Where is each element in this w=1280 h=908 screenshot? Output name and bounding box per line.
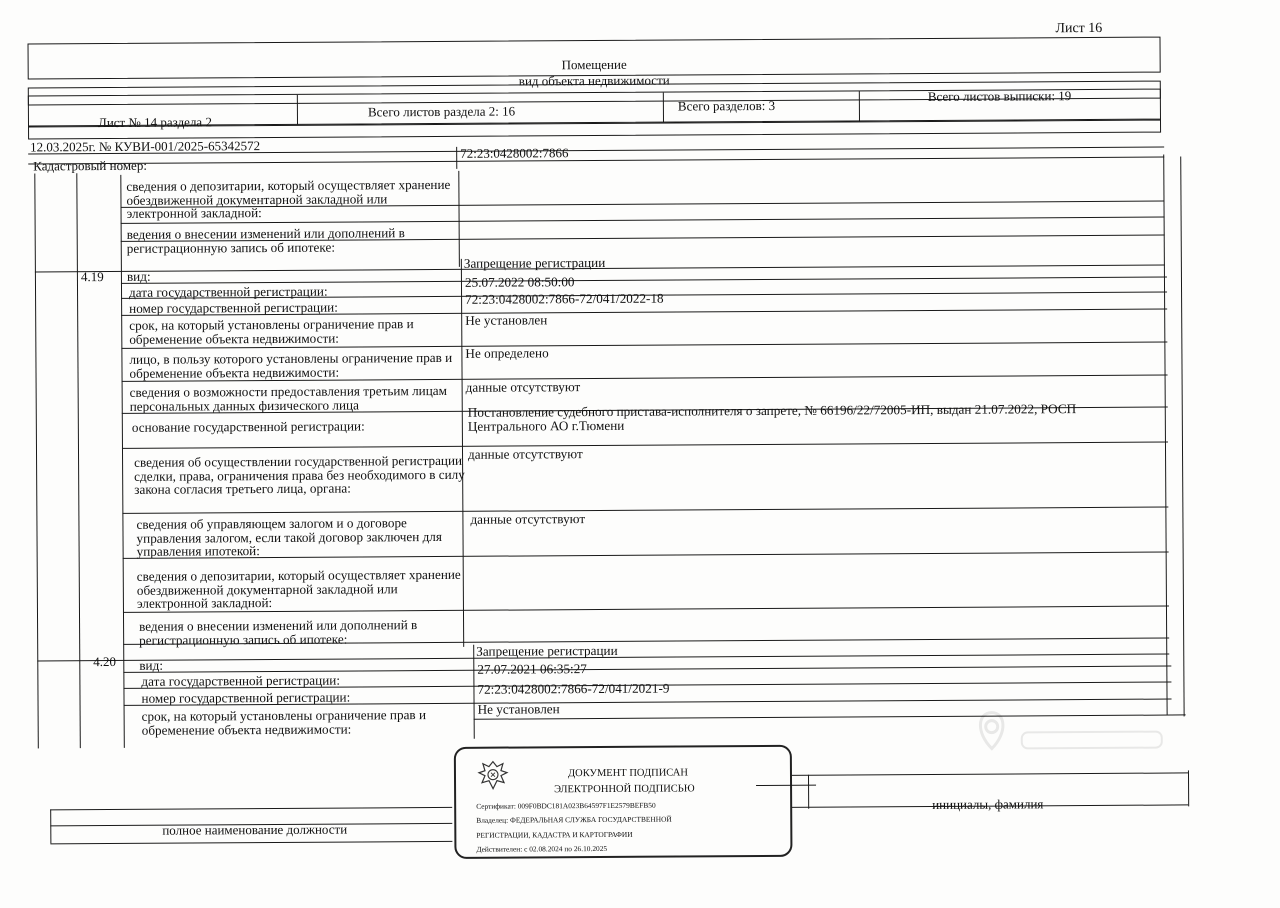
- total-sheets-extract: Всего листов выписки: 19: [927, 88, 1072, 104]
- row-value: 27.07.2021 06:35:27: [477, 661, 587, 677]
- row-value: [471, 613, 1181, 617]
- top-row-value: [461, 222, 1171, 226]
- row-value: Не установлен: [465, 312, 548, 328]
- stamp-owner-1: Владелец: ФЕДЕРАЛЬНАЯ СЛУЖБА ГОСУДАРСТВЕННОЙ: [476, 814, 672, 825]
- row-label: срок, на который установлены ограничение прав и обременение объекта недвижимости:: [129, 316, 414, 347]
- row-value: 72:23:0428002:7866-72/041/2021-9: [477, 680, 670, 697]
- row-value: Постановление судебного пристава-исполнителя о запрете, № 66196/22/72005-ИП, выдан 21.07.2022, РОСП Центрального АО г.Тюмени: [467, 401, 1077, 434]
- entry-number: 4.20: [93, 653, 117, 670]
- coat-of-arms-icon: [476, 759, 510, 793]
- date-number: 12.03.2025г. № КУВИ-001/2025-65342572: [30, 138, 261, 155]
- entry-number: 4.19: [80, 269, 104, 285]
- cadastral-label: Кадастровый номер:: [33, 157, 147, 174]
- stamp-line-1: ДОКУМЕНТ ПОДПИСАН: [567, 767, 688, 780]
- row-label: ведения о внесении изменений или дополнений в регистрационную запись об ипотеке:: [139, 617, 418, 648]
- row-value: 72:23:0428002:7866-72/041/2022-18: [465, 290, 664, 307]
- row-label: срок, на который установлены ограничение прав и обременение объекта недвижимости:: [141, 707, 427, 738]
- row-value: Запрещение регистрации: [463, 254, 606, 271]
- top-row-label: ведения о внесении изменений или дополнений в регистрационную запись об ипотеке:: [126, 225, 405, 256]
- stamp-owner-2: РЕГИСТРАЦИИ, КАДАСТРА И КАРТОГРАФИИ: [476, 829, 633, 840]
- total-sheets-section: Всего листов раздела 2: 16: [367, 103, 516, 120]
- stamp-line-2: ЭЛЕКТРОННОЙ ПОДПИСЬЮ: [554, 783, 695, 796]
- row-label: номер государственной регистрации:: [129, 299, 338, 316]
- stamp-certificate: Сертификат: 009F0BDC181A023B64597F1E2579BEFB50: [476, 800, 656, 811]
- total-sections: Всего разделов: 3: [677, 97, 776, 114]
- top-row-label: сведения о депозитарии, который осуществляет хранение обездвиженной документарной закладной или электронной закладной:: [126, 176, 451, 222]
- row-label: дата государственной регистрации:: [128, 283, 328, 300]
- row-label: сведения о депозитарии, который осуществляет хранение обездвиженной документарной закладной или электронной закладной:: [136, 566, 461, 612]
- row-label: сведения об управляющем залогом и о договоре управления залогом, если такой договор заключен для управления ипотекой:: [136, 515, 442, 560]
- row-label: номер государственной регистрации:: [141, 689, 351, 706]
- row-label: вид:: [139, 657, 164, 673]
- position-caption: полное наименование должности: [162, 821, 348, 838]
- row-value: Не установлен: [477, 701, 560, 717]
- row-label: лицо, в пользу которого установлены ограничение прав и обременение объекта недвижимости:: [129, 349, 453, 381]
- object-type: Помещение: [561, 56, 627, 73]
- row-value: Запрещение регистрации: [476, 642, 618, 659]
- row-label: вид:: [126, 268, 151, 284]
- row-value: данные отсутствуют: [465, 379, 581, 395]
- row-label: сведения об осуществлении государственной регистрации сделки, права, ограничения права без необходимого в силу закона согласия третьего лица, органа:: [134, 452, 465, 498]
- row-label: основание государственной регистрации:: [131, 418, 365, 435]
- row-value: данные отсутствуют: [470, 511, 586, 527]
- cadastral-number: 72:23:0428002:7866: [460, 145, 569, 161]
- name-caption: инициалы, фамилия: [932, 796, 1044, 812]
- row-value: Не определено: [465, 345, 549, 361]
- signature-stamp: [454, 745, 793, 859]
- sheet-no: Лист № 14 раздела 2: [97, 114, 212, 131]
- row-value: [471, 563, 1181, 567]
- sheet-number: Лист 16: [1055, 20, 1103, 37]
- row-label: сведения о возможности предоставления третьим лицам персональных данных физического лица: [129, 382, 448, 414]
- object-type-caption: вид объекта недвижимости: [518, 72, 670, 89]
- row-value: 25.07.2022 08:50:00: [464, 274, 575, 290]
- stamp-valid: Действителен: с 02.08.2024 по 26.10.2025: [476, 843, 608, 854]
- row-label: дата государственной регистрации:: [141, 672, 341, 689]
- top-row-value: [460, 174, 1170, 178]
- row-value: данные отсутствуют: [467, 446, 583, 462]
